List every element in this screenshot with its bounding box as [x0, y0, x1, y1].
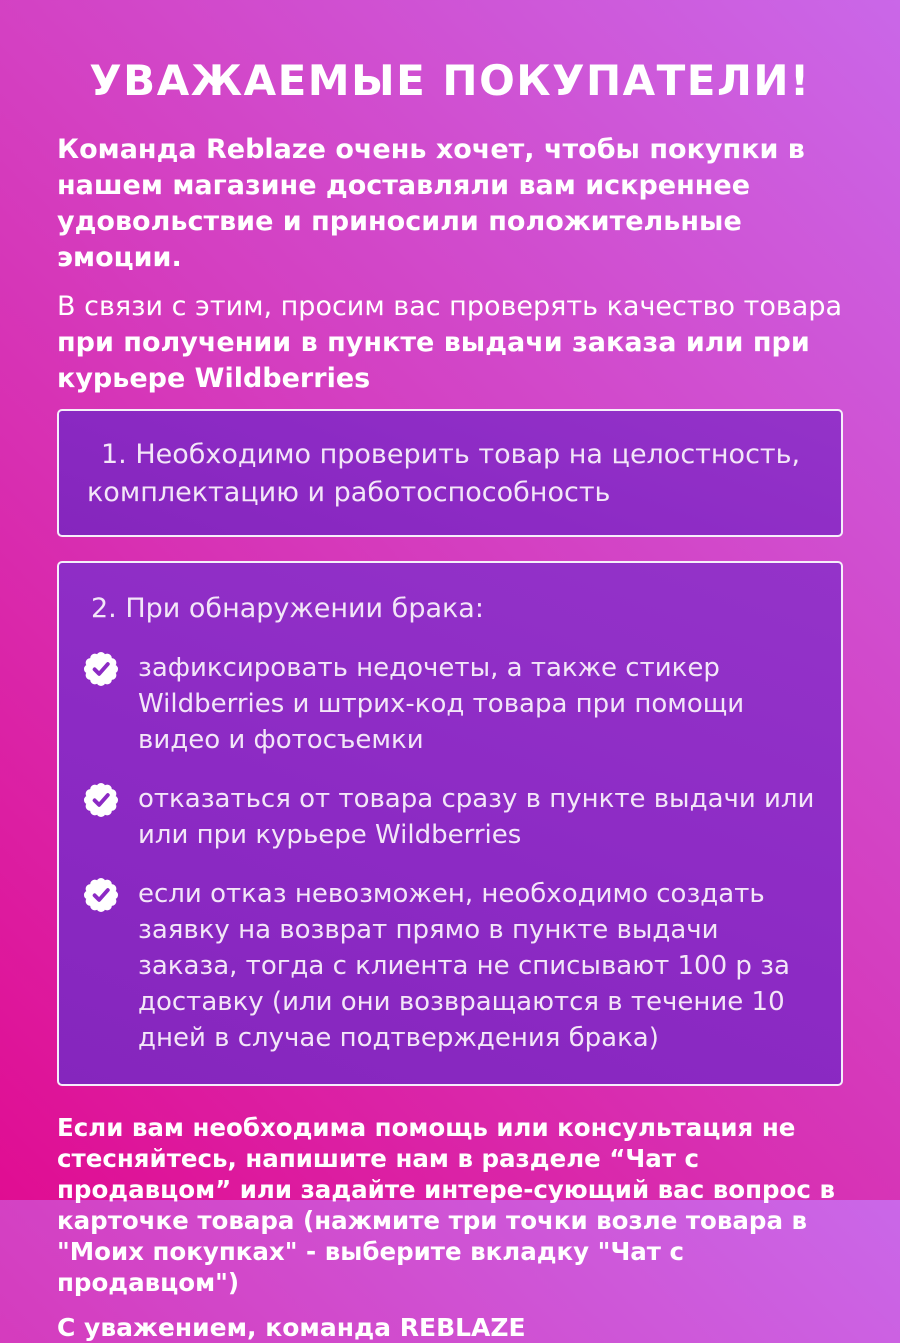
step-2-heading: 2. При обнаружении брака:	[91, 593, 484, 624]
step-1-text: 1. Необходимо проверить товар на целостность, комплектацию и работоспособность	[87, 439, 801, 508]
signature-text: С уважением, команда REBLAZE	[57, 1313, 526, 1342]
quality-check-paragraph	[57, 289, 843, 397]
help-paragraph: Если вам необходима помощь или консультация не стесняйтесь, напишите нам в разделе “Чат с продавцом” или задайте интере-сующий вас вопрос в карточке товара (нажмите три точки возле товара в "Моих покупках" - выберите вкладку "Чат с продавцом")	[57, 1113, 835, 1297]
quality-check-bold-text: при получении в пункте выдачи заказа или при курьере Wildberries	[57, 327, 810, 394]
list-item	[83, 876, 815, 1056]
page-title: УВАЖАЕМЫЕ ПОКУПАТЕЛИ!	[89, 56, 811, 105]
badge-check-icon	[83, 782, 119, 818]
badge-check-icon	[83, 877, 119, 913]
list-item	[83, 650, 815, 758]
badge-check-icon	[83, 651, 119, 687]
quality-check-normal-text: В связи с этим, просим вас проверять качество товара	[57, 291, 843, 322]
list-item-text: если отказ невозможен, необходимо создать заявку на возврат прямо в пункте выдачи заказа, тогда с клиента не списывают 100 р за доставку (или они возвращаются в течение 10 дней в случае подтверждения брака)	[138, 879, 790, 1053]
step-1-box	[57, 409, 843, 537]
intro-paragraph: Команда Reblaze очень хочет, чтобы покупки в нашем магазине доставляли вам искреннее удовольствие и приносили положительные эмоции.	[57, 134, 805, 273]
list-item	[83, 781, 815, 853]
step-2-box	[57, 561, 843, 1086]
list-item-text: зафиксировать недочеты, а также стикер Wildberries и штрих-код товара при помощи видео и фотосъемки	[138, 653, 745, 755]
list-item-text: отказаться от товара сразу в пункте выдачи или или при курьере Wildberries	[138, 784, 815, 850]
